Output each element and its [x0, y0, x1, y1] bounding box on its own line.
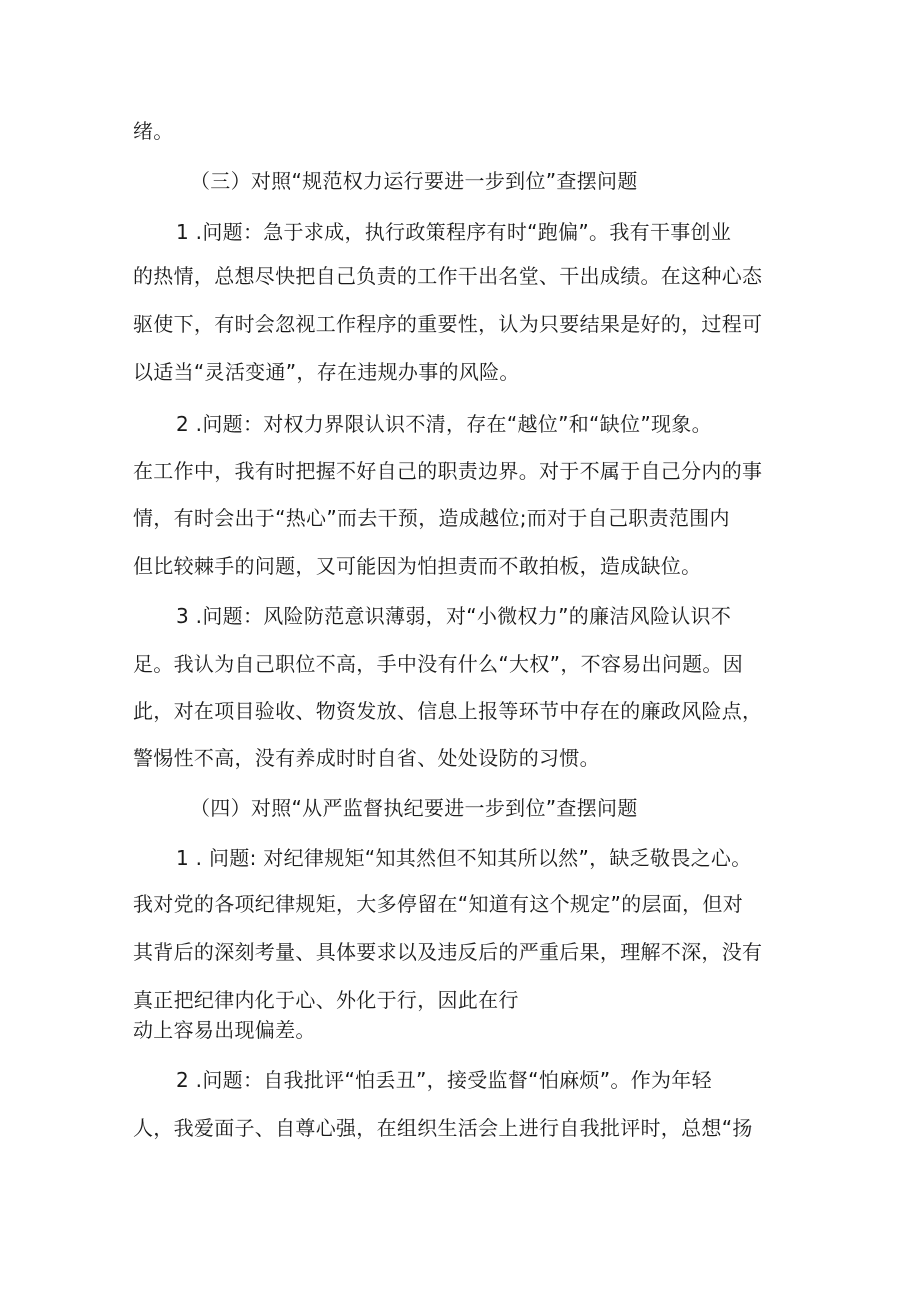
text-line: 人，我爱面子、自尊心强，在组织生活会上进行自我批评时，总想“扬 [133, 1116, 753, 1140]
text-line: 我对党的各项纪律规矩，大多停留在“知道有这个规定”的层面，但对 [133, 892, 744, 916]
text-line: 2 .问题：对权力界限认识不清，存在“越位”和“缺位”现象。 [176, 412, 712, 436]
text-line: 以适当“灵活变通”，存在违规办事的风险。 [133, 360, 520, 384]
text-line: 2 .问题：自我批评“怕丢丑”，接受监督“怕麻烦”。作为年轻 [176, 1068, 712, 1092]
text-line: 此，对在项目验收、物资发放、信息上报等环节中存在的廉政风险点， [133, 699, 763, 723]
text-line: 3 .问题：风险防范意识薄弱，对“小微权力”的廉洁风险认识不 [176, 604, 732, 628]
text-line: 其背后的深刻考量、具体要求以及违反后的严重后果，理解不深，没有 [133, 940, 763, 964]
text-line: 但比较棘手的问题，又可能因为怕担责而不敢拍板，造成缺位。 [133, 554, 702, 578]
text-line: 足。我认为自己职位不高，手中没有什么“大权”，不容易出问题。因 [133, 652, 744, 676]
section-heading: （四）对照“从严监督执纪要进一步到位”查摆问题 [190, 796, 638, 820]
section-heading: （三）对照“规范权力运行要进一步到位”查摆问题 [190, 169, 638, 193]
text-line: 驱使下，有时会忽视工作程序的重要性，认为只要结果是好的，过程可 [133, 312, 763, 336]
text-line: 绪。 [133, 119, 174, 143]
text-line: 情，有时会出于“热心”而去干预，造成越位;而对于自己职责范围内 [133, 506, 730, 530]
text-line: 1 .问题：急于求成，执行政策程序有时“跑偏”。我有干事创业 [176, 220, 732, 244]
text-line: 真正把纪律内化于心、外化于行，因此在行 [133, 988, 519, 1012]
text-line: 警惕性不高，没有养成时时自省、处处设防的习惯。 [133, 746, 600, 770]
text-line: 动上容易出现偏差。 [133, 1018, 316, 1042]
text-line: 的热情，总想尽快把自己负责的工作干出名堂、干出成绩。在这种心态 [133, 264, 763, 288]
text-line: 1 . 问题: 对纪律规矩“知其然但不知其所以然”，缺乏敬畏之心。 [176, 846, 752, 870]
text-line: 在工作中，我有时把握不好自己的职责边界。对于不属于自己分内的事 [133, 459, 763, 483]
